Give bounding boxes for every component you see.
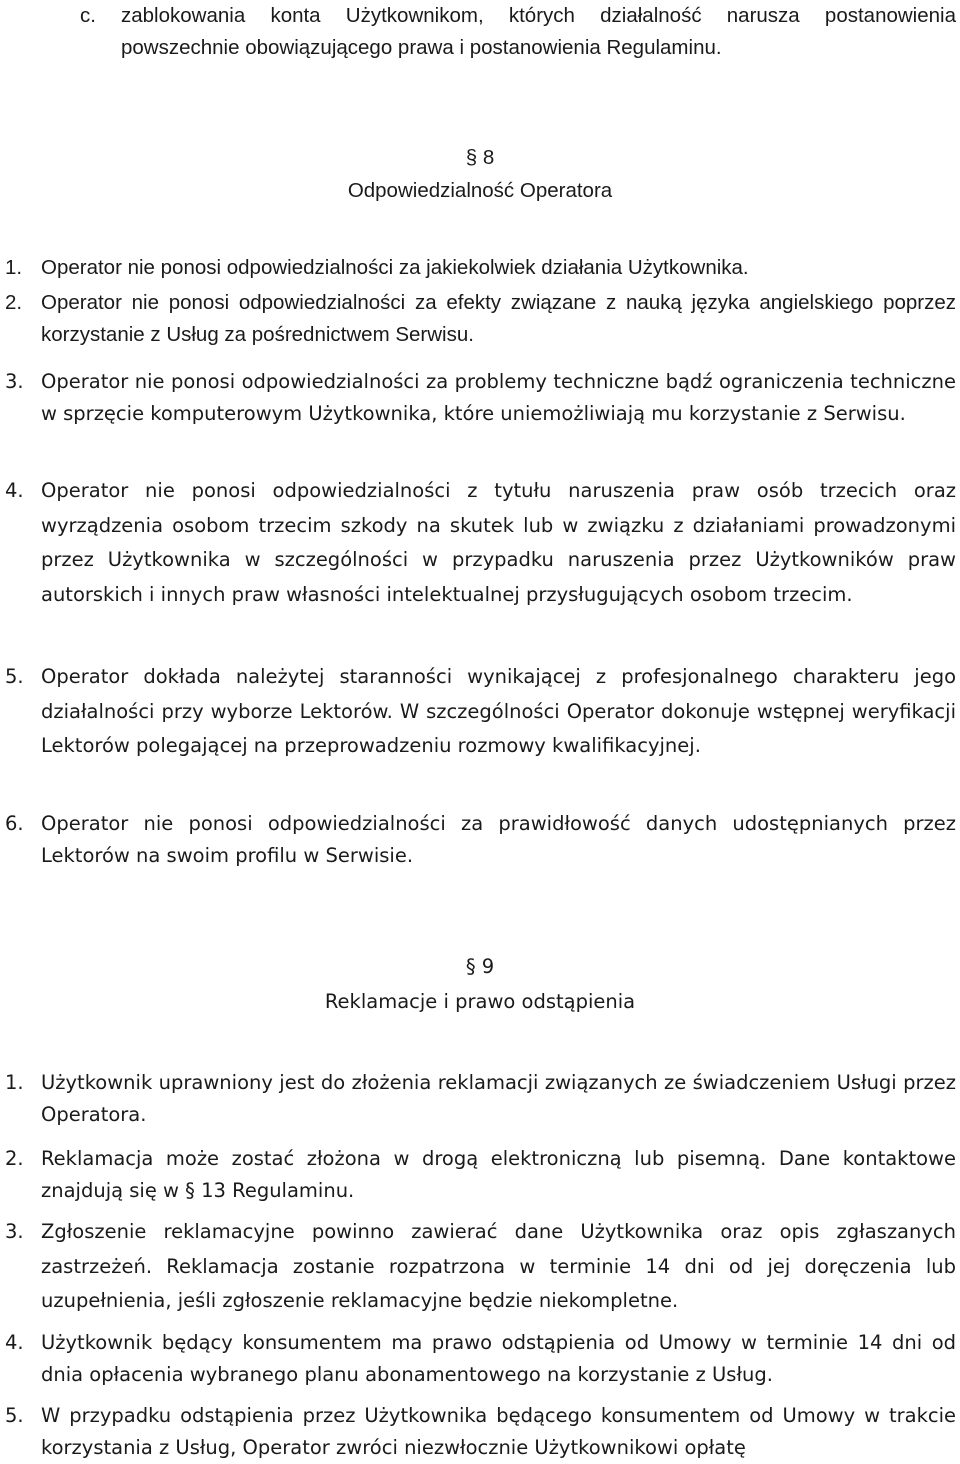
- section-8-item-6: [5, 808, 956, 872]
- section-9-number: § 9: [465, 955, 495, 978]
- section-8-number: § 8: [465, 146, 495, 169]
- list-item-text: Zgłoszenie reklamacyjne powinno zawierać dane Użytkownika oraz opis zgłaszanych zastrzeżeń. Reklamacja zostanie rozpatrzona w terminie 14 dni od jej doręczenia lub uzupełnienia, jeśli zgłoszenie reklamacyjne będzie niekompletne.: [41, 1220, 956, 1312]
- section-9-item-3: [5, 1215, 956, 1319]
- section-8-title: Odpowiedzialność Operatora: [347, 179, 613, 202]
- list-item-text: Użytkownik będący konsumentem ma prawo odstąpienia od Umowy w terminie 14 dni od dnia opłacenia wybranego planu abonamentowego na korzystanie z Usług.: [41, 1331, 956, 1386]
- list-marker: 2.: [5, 1147, 24, 1170]
- section-8-item-1: [5, 252, 956, 284]
- list-marker: 4.: [5, 1331, 24, 1354]
- list-marker: 6.: [5, 812, 24, 835]
- list-item-text: Operator nie ponosi odpowiedzialności za problemy techniczne bądź ograniczenia techniczne w sprzęcie komputerowym Użytkownika, które uniemożliwiają mu korzystanie z Serwisu.: [41, 370, 956, 425]
- list-marker: 1.: [5, 1071, 24, 1094]
- list-marker: 3.: [5, 370, 24, 393]
- list-marker: 5.: [5, 665, 24, 688]
- list-marker: 2.: [5, 291, 23, 314]
- section-9-title: Reklamacje i prawo odstąpienia: [324, 990, 636, 1013]
- list-item-text: Operator nie ponosi odpowiedzialności za prawidłowość danych udostępnianych przez Lektorów na swoim profilu w Serwisie.: [41, 812, 956, 867]
- list-item-c: [80, 0, 956, 64]
- list-item-text: Użytkownik uprawniony jest do złożenia reklamacji związanych ze świadczeniem Usługi przez Operatora.: [41, 1071, 956, 1126]
- section-8-item-4: [5, 474, 956, 612]
- list-item-text: zablokowania konta Użytkownikom, których działalność narusza postanowienia powszechnie obowiązującego prawa i postanowienia Regulaminu.: [121, 4, 956, 59]
- list-marker: 3.: [5, 1220, 24, 1243]
- list-item-text: Operator nie ponosi odpowiedzialności za efekty związane z nauką języka angielskiego poprzez korzystanie z Usług za pośrednictwem Serwisu.: [41, 291, 956, 346]
- list-item-text: Operator dokłada należytej staranności wynikającej z profesjonalnego charakteru jego działalności przy wyborze Lektorów. W szczególności Operator dokonuje wstępnej weryfikacji Lektorów polegającej na przeprowadzeniu rozmowy kwalifikacyjnej.: [41, 665, 956, 757]
- section-9-item-5: [5, 1400, 956, 1464]
- list-marker: 4.: [5, 479, 24, 502]
- section-9-item-4: [5, 1327, 956, 1391]
- list-item-text: W przypadku odstąpienia przez Użytkownika będącego konsumentem od Umowy w trakcie korzystania z Usług, Operator zwróci niezwłocznie Użytkownikowi opłatę: [41, 1404, 956, 1459]
- section-9-item-1: [5, 1067, 956, 1131]
- list-marker: c.: [80, 4, 96, 27]
- list-item-text: Operator nie ponosi odpowiedzialności z tytułu naruszenia praw osób trzecich oraz wyrządzenia osobom trzecim szkody na skutek lub w związku z działaniami prowadzonymi przez Użytkownika w szczególności w przypadku naruszenia przez Użytkowników praw autorskich i innych praw własności intelektualnej przysługujących osobom trzecim.: [41, 479, 956, 606]
- list-item-text: Reklamacja może zostać złożona w drogą elektroniczną lub pisemną. Dane kontaktowe znajdują się w § 13 Regulaminu.: [41, 1147, 956, 1202]
- section-9-item-2: [5, 1143, 956, 1207]
- section-8-item-3: [5, 366, 956, 430]
- section-8-item-2: [5, 287, 956, 351]
- list-item-text: Operator nie ponosi odpowiedzialności za jakiekolwiek działania Użytkownika.: [41, 256, 749, 279]
- list-marker: 1.: [5, 256, 23, 279]
- section-8-item-5: [5, 660, 956, 764]
- list-marker: 5.: [5, 1404, 24, 1427]
